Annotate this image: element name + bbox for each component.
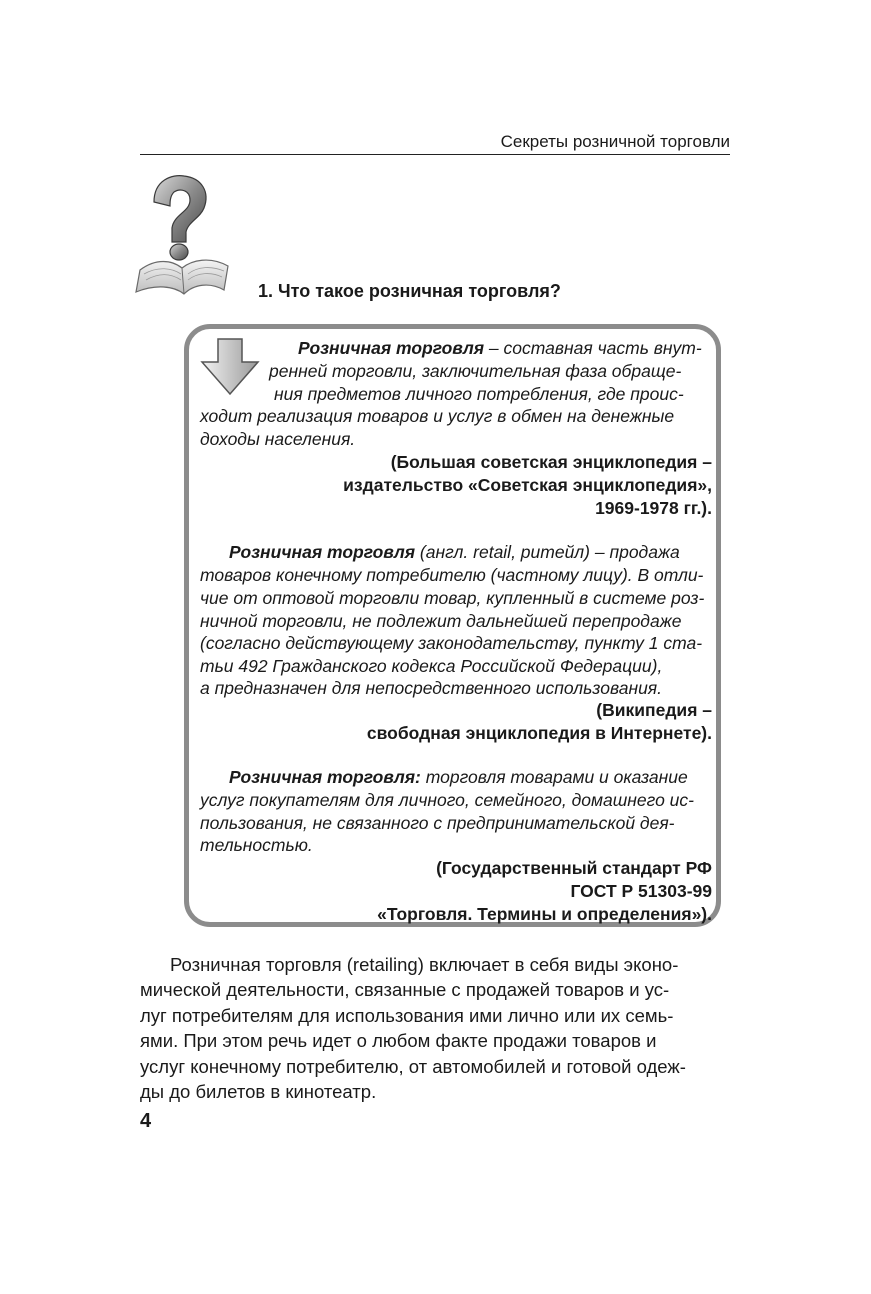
body-line-5: услуг конечному потребителю, от автомобилей и готовой одеж- bbox=[140, 1056, 686, 1077]
body-line-4: ями. При этом речь идет о любом факте продажи товаров и bbox=[140, 1030, 657, 1051]
body-line-3: луг потребителям для использования ими лично или их семь- bbox=[140, 1005, 674, 1026]
page-number: 4 bbox=[140, 1110, 152, 1132]
def3-line-1: Розничная торговля: торговля товарами и оказание bbox=[229, 767, 688, 787]
def3-source-line-3: «Торговля. Термины и определения»). bbox=[377, 904, 712, 924]
def2-line-5: (согласно действующему законодательству, пункту 1 ста- bbox=[200, 633, 703, 653]
def3-source-line-1: (Государственный стандарт РФ bbox=[436, 858, 712, 878]
body-line-6: ды до билетов в кинотеатр. bbox=[140, 1081, 377, 1102]
def1-source-line-1: (Большая советская энциклопедия – bbox=[390, 452, 712, 472]
def2-line-3: чие от оптовой торговли товар, купленный в системе роз- bbox=[200, 588, 705, 608]
question-title: 1. Что такое розничная торговля? bbox=[258, 281, 561, 301]
def3-term: Розничная торговля: bbox=[229, 767, 421, 787]
def2-source-line-2: свободная энциклопедия в Интернете). bbox=[366, 723, 712, 743]
body-line-2: мической деятельности, связанные с продажей товаров и ус- bbox=[140, 979, 670, 1000]
def3-line-3: пользования, не связанного с предпринимательской дея- bbox=[200, 813, 675, 833]
def2-line-4: ничной торговли, не подлежит дальнейшей перепродаже bbox=[200, 611, 682, 631]
body-line-1: Розничная торговля (retailing) включает в себя виды эконо- bbox=[170, 954, 679, 975]
def1-line-5: доходы населения. bbox=[200, 429, 356, 449]
def1-line-4: ходит реализация товаров и услуг в обмен на денежные bbox=[200, 406, 675, 426]
def3-source-line-2: ГОСТ Р 51303-99 bbox=[570, 881, 712, 901]
def2-line-7: а предназначен для непосредственного использования. bbox=[200, 678, 663, 698]
def1-term: Розничная торговля bbox=[298, 338, 485, 358]
def1-line-3: ния предметов личного потребления, где проис- bbox=[274, 384, 684, 404]
def3-line-4: тельностью. bbox=[200, 835, 313, 855]
def1-line-1: Розничная торговля – составная часть внут- bbox=[298, 338, 702, 358]
def1-source-line-3: 1969-1978 гг.). bbox=[595, 498, 712, 518]
def3-line-2: услуг покупателям для личного, семейного, домашнего ис- bbox=[200, 790, 694, 810]
def1-source-line-2: издательство «Советская энциклопедия», bbox=[343, 475, 712, 495]
def2-source-line-1: (Википедия – bbox=[596, 700, 712, 720]
def2-line-6: тьи 492 Гражданского кодекса Российской Федерации), bbox=[200, 656, 663, 676]
def2-line-2: товаров конечному потребителю (частному лицу). В отли- bbox=[200, 565, 704, 585]
question-book-icon bbox=[132, 170, 232, 300]
arrow-down-icon bbox=[200, 338, 260, 396]
running-header bbox=[140, 130, 730, 155]
def2-term: Розничная торговля bbox=[229, 542, 416, 562]
running-header-title: Секреты розничной торговли bbox=[500, 132, 730, 151]
def1-line-2: ренней торговли, заключительная фаза обраще- bbox=[269, 361, 682, 381]
def2-line-1: Розничная торговля (англ. retail, ритейл) – продажа bbox=[229, 542, 680, 562]
